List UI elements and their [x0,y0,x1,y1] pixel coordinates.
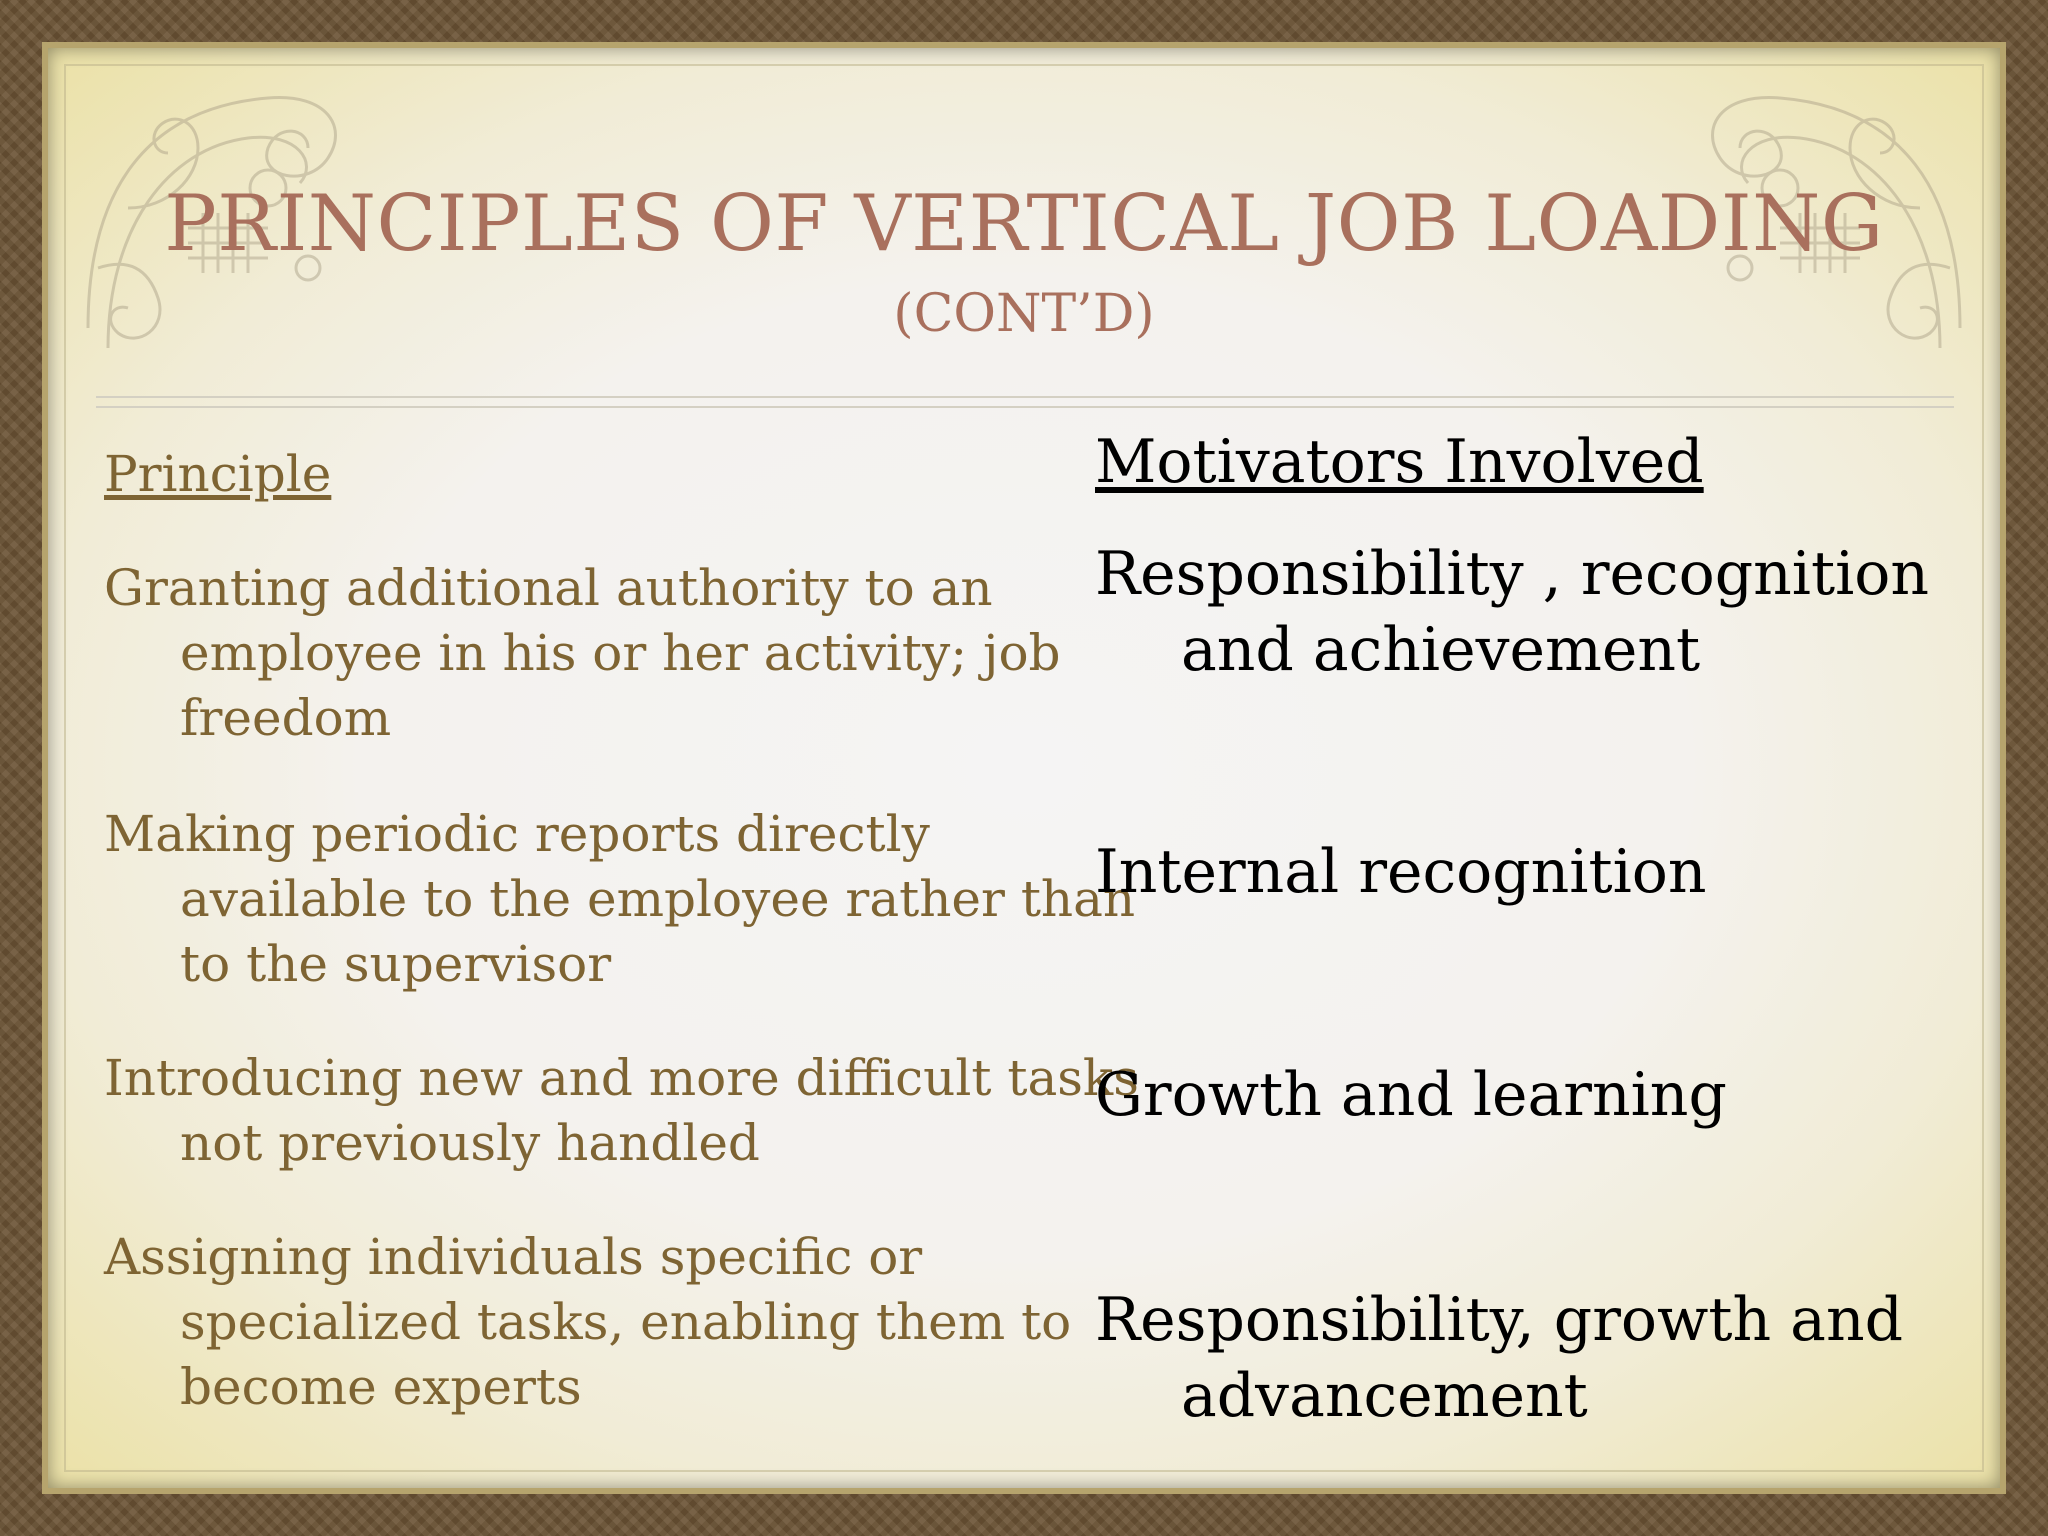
motivator-item-3: Growth and learning [1095,1060,1727,1130]
slide-subtitle: (CONT’D) [893,284,1155,344]
slide-title: PRINCIPLES OF VERTICAL JOB LOADING [164,179,1884,269]
motivators-column-header: Motivators Involved [1095,427,1704,497]
motivator-item-2: Internal recognition [1095,837,1707,907]
principle-column-header: Principle [104,445,332,503]
motivator-item-4: Responsibility, growth and advancement [1095,1285,1904,1431]
principle-item-3: Introducing new and more difficult tasks not previously handled [104,1049,1139,1172]
principle-item-2: Making periodic reports directly available to the employee rather than to the supervisor [104,805,1136,993]
principle-item-1: Granting additional authority to an employee in his or her activity; job freedom [104,559,1061,747]
motivator-item-1: Responsibility , recognition and achievement [1095,539,1930,685]
title-divider [96,396,1954,408]
principle-item-4: Assigning individuals specific or specialized tasks, enabling them to become experts [104,1228,1072,1416]
